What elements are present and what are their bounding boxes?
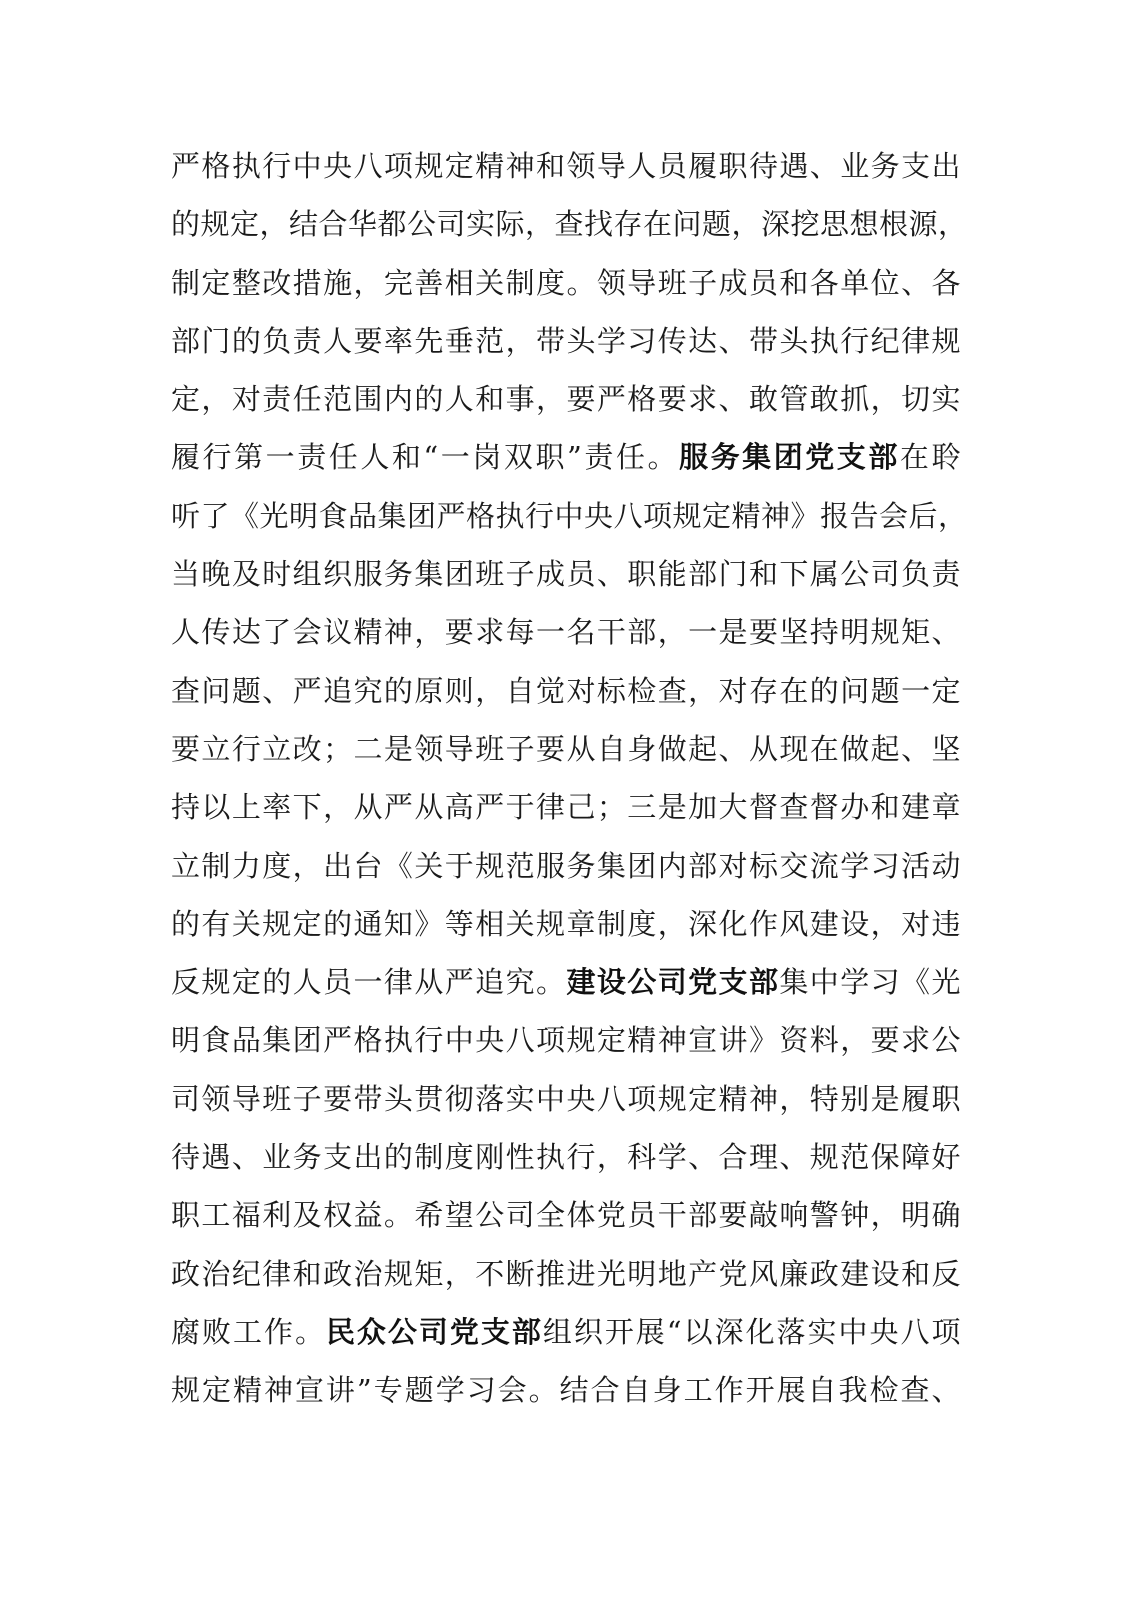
text-span: 规定精神宣讲”专题学习会。结合自身工作开展自我检查、 xyxy=(171,1373,961,1408)
text-line xyxy=(171,428,961,486)
bold-heading-text: 民众公司党支部 xyxy=(325,1314,543,1349)
text-span: 的有关规定的通知》等相关规章制度，深化作风建设，对违 xyxy=(171,906,961,941)
text-span: 持以上率下，从严从高严于律己；三是加大督查督办和建章 xyxy=(171,790,961,825)
text-line xyxy=(171,603,961,661)
text-span: 部门的负责人要率先垂范，带头学习传达、带头执行纪律规 xyxy=(171,323,961,358)
text-span: 严格执行中央八项规定精神和领导人员履职待遇、业务支出 xyxy=(171,149,961,183)
text-line xyxy=(171,137,961,195)
text-line xyxy=(171,312,961,370)
text-span: 听了《光明食品集团严格执行中央八项规定精神》报告会后， xyxy=(171,498,968,533)
text-line xyxy=(171,1361,961,1419)
text-line xyxy=(171,487,968,545)
text-span: 反规定的人员一律从严追究。 xyxy=(171,965,567,1000)
text-line xyxy=(171,195,968,253)
bold-heading-text: 服务集团党支部 xyxy=(679,440,900,475)
bold-heading-text: 建设公司党支部 xyxy=(566,965,780,1000)
text-line xyxy=(171,778,961,836)
text-line xyxy=(171,254,961,312)
text-span: 政治纪律和政治规矩，不断推进光明地产党风廉政建设和反 xyxy=(171,1256,961,1291)
text-span: 待遇、业务支出的制度刚性执行，科学、合理、规范保障好 xyxy=(171,1140,961,1175)
text-span: 司领导班子要带头贯彻落实中央八项规定精神，特别是履职 xyxy=(171,1081,961,1116)
text-line xyxy=(171,837,961,895)
text-span: 组织开展“以深化落实中央八项 xyxy=(542,1314,961,1349)
text-line xyxy=(171,1186,961,1244)
body-text xyxy=(171,137,968,1420)
text-span: 集中学习《光 xyxy=(779,965,961,1000)
text-line xyxy=(171,953,961,1011)
text-span: 人传达了会议精神，要求每一名干部，一是要坚持明规矩、 xyxy=(171,615,961,650)
text-line xyxy=(171,1011,961,1069)
text-line xyxy=(171,1070,961,1128)
text-span: 腐败工作。 xyxy=(171,1314,326,1349)
text-line xyxy=(171,1128,961,1186)
text-span: 职工福利及权益。希望公司全体党员干部要敲响警钟，明确 xyxy=(171,1198,961,1233)
text-span: 制定整改措施，完善相关制度。领导班子成员和各单位、各 xyxy=(171,265,961,300)
text-span: 要立行立改；二是领导班子要从自身做起、从现在做起、坚 xyxy=(171,731,961,766)
text-line xyxy=(171,895,961,953)
text-span: 查问题、严追究的原则，自觉对标检查，对存在的问题一定 xyxy=(171,673,961,708)
text-line xyxy=(171,1245,961,1303)
text-line xyxy=(171,370,961,428)
text-span: 的规定，结合华都公司实际，查找存在问题，深挖思想根源， xyxy=(171,207,968,242)
text-span: 明食品集团严格执行中央八项规定精神宣讲》资料，要求公 xyxy=(171,1023,961,1058)
text-line xyxy=(171,1303,961,1361)
text-span: 定，对责任范围内的人和事，要严格要求、敢管敢抓，切实 xyxy=(171,382,961,417)
text-span: 当晚及时组织服务集团班子成员、职能部门和下属公司负责 xyxy=(171,557,961,592)
text-line xyxy=(171,545,961,603)
text-line xyxy=(171,662,961,720)
text-span: 立制力度，出台《关于规范服务集团内部对标交流学习活动 xyxy=(171,848,961,883)
text-span: 履行第一责任人和“一岗双职”责任。 xyxy=(171,440,680,475)
text-line xyxy=(171,720,961,778)
text-span: 在聆 xyxy=(899,440,961,475)
